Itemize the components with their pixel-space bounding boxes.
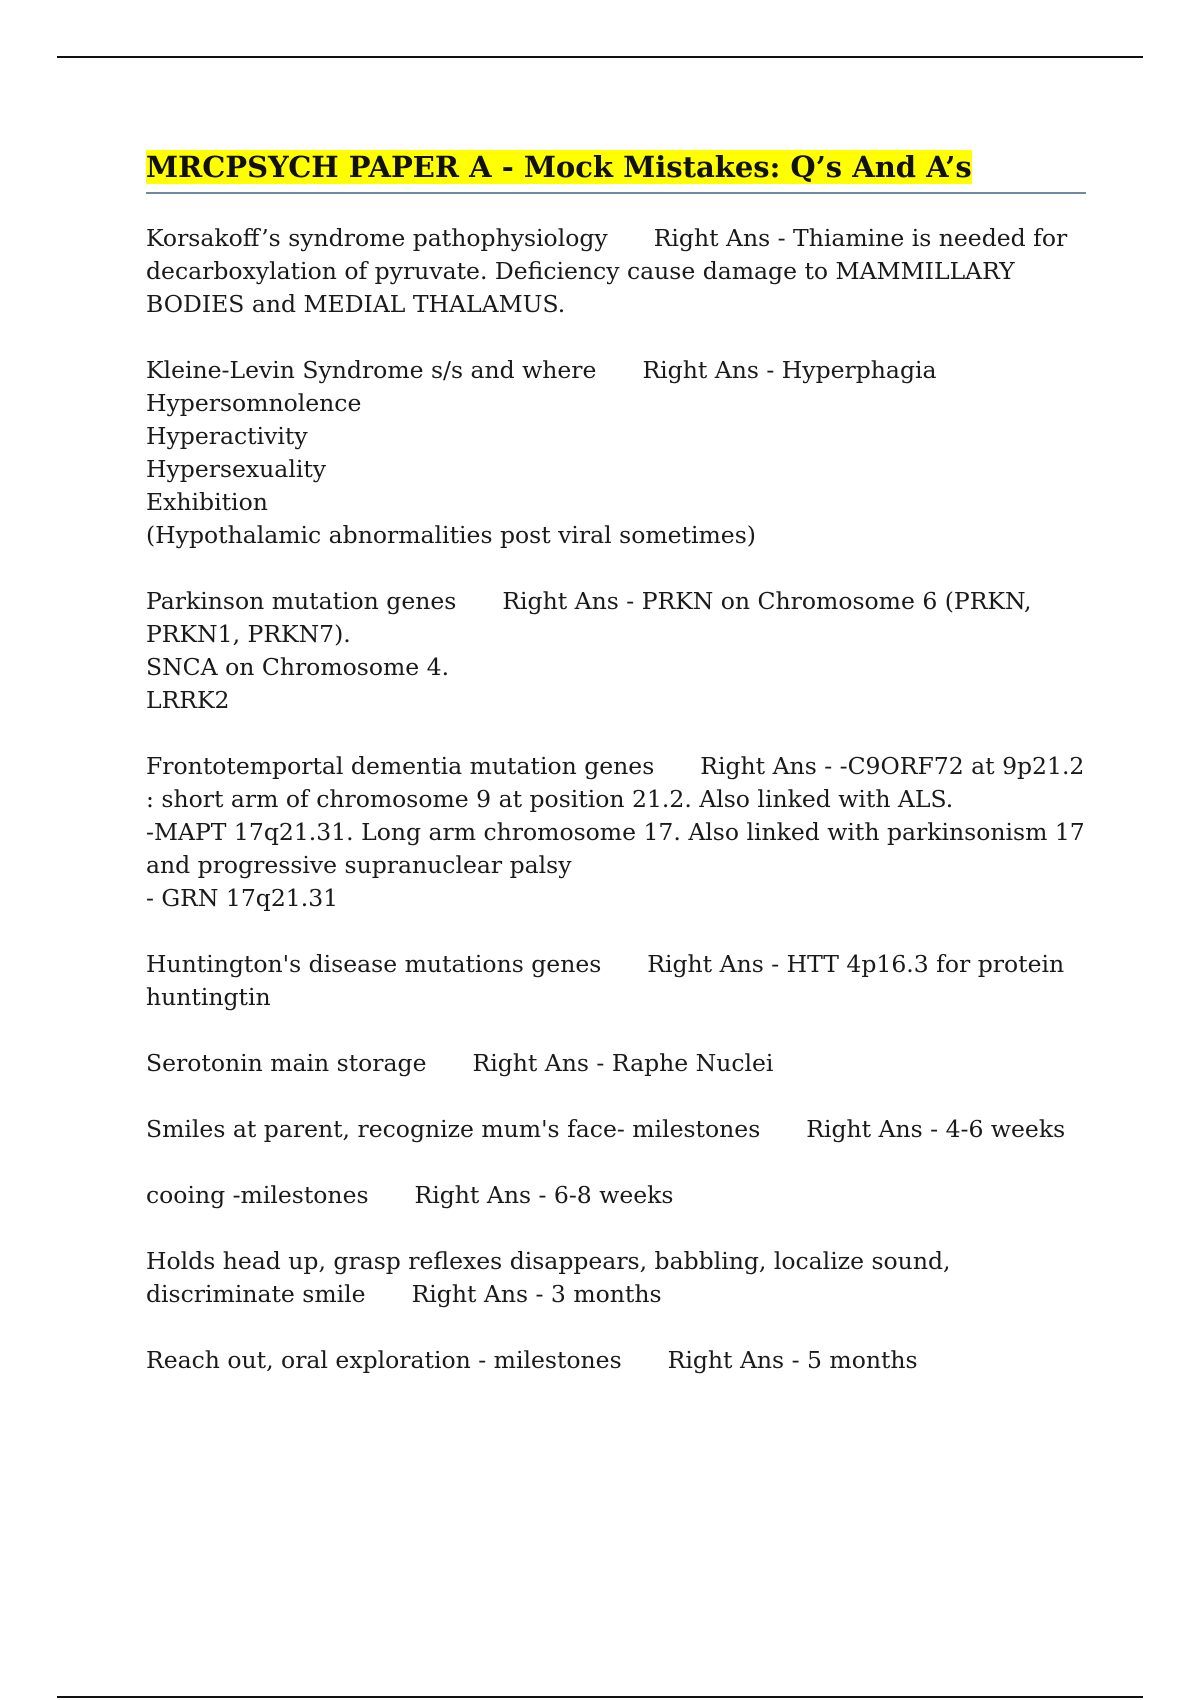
answer-text: Right Ans - -C9ORF72 at 9p21.2 : short arm of chromosome 9 at position 21.2. Also linked with ALS.: [146, 752, 1092, 813]
question-text: Korsakoff’s syndrome pathophysiology: [146, 224, 608, 252]
title-block: [146, 146, 1086, 194]
answer-continuation: SNCA on Chromosome 4.: [146, 653, 450, 681]
qa-item: [146, 1047, 1086, 1080]
answer-text: Right Ans - 3 months: [411, 1280, 662, 1308]
question-text: cooing -milestones: [146, 1181, 369, 1209]
qa-item: [146, 1344, 1086, 1377]
question-text: Reach out, oral exploration - milestones: [146, 1346, 622, 1374]
answer-continuation: LRRK2: [146, 686, 230, 714]
answer-text: Right Ans - 5 months: [667, 1346, 918, 1374]
qa-item: [146, 222, 1086, 321]
qa-item: [146, 1179, 1086, 1212]
qa-item: [146, 585, 1086, 717]
answer-text: Right Ans - HTT 4p16.3 for protein huntingtin: [146, 950, 1072, 1011]
question-text: Frontotemportal dementia mutation genes: [146, 752, 655, 780]
qa-item: [146, 1245, 1086, 1311]
answer-text: Right Ans - Hyperphagia: [642, 356, 937, 384]
answer-text: Right Ans - Raphe Nuclei: [472, 1049, 774, 1077]
question-text: Serotonin main storage: [146, 1049, 427, 1077]
answer-continuation: Hyperactivity: [146, 422, 308, 450]
question-text: Huntington's disease mutations genes: [146, 950, 602, 978]
question-text: Holds head up, grasp reflexes disappears, babbling, localize sound, discriminate smile: [146, 1247, 958, 1308]
question-text: Kleine-Levin Syndrome s/s and where: [146, 356, 597, 384]
answer-continuation: Hypersexuality: [146, 455, 327, 483]
question-text: Smiles at parent, recognize mum's face- milestones: [146, 1115, 761, 1143]
qa-item: [146, 750, 1093, 915]
answer-text: Right Ans - 4-6 weeks: [806, 1115, 1066, 1143]
answer-text: Right Ans - 6-8 weeks: [414, 1181, 674, 1209]
answer-continuation: (Hypothalamic abnormalities post viral sometimes): [146, 521, 756, 549]
qa-item: [146, 1113, 1086, 1146]
answer-continuation: - GRN 17q21.31: [146, 884, 339, 912]
qa-item: [146, 354, 1086, 552]
bottom-rule: [57, 1696, 1143, 1698]
answer-continuation: Hypersomnolence: [146, 389, 362, 417]
answer-continuation: -MAPT 17q21.31. Long arm chromosome 17. Also linked with parkinsonism 17 and progressive supranuclear palsy: [146, 818, 1093, 879]
document-body: [146, 146, 1093, 1410]
answer-continuation: Exhibition: [146, 488, 268, 516]
top-rule: [57, 56, 1143, 58]
qa-item: [146, 948, 1086, 1014]
qa-list: [146, 222, 1093, 1377]
answer-text: Right Ans - PRKN on Chromosome 6 (PRKN, PRKN1, PRKN7).: [146, 587, 1040, 648]
question-text: Parkinson mutation genes: [146, 587, 457, 615]
answer-text: Right Ans - Thiamine is needed for decarboxylation of pyruvate. Deficiency cause damage to MAMMILLARY BODIES and MEDIAL THALAMUS.: [146, 224, 1075, 318]
document-title: MRCPSYCH PAPER A - Mock Mistakes: Q’s And A’s: [146, 150, 972, 184]
